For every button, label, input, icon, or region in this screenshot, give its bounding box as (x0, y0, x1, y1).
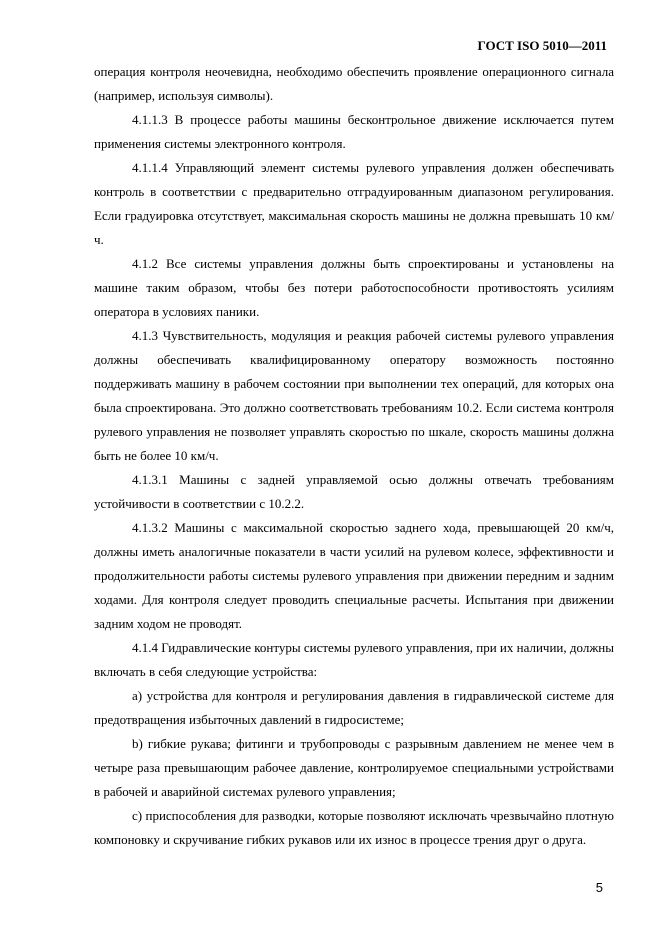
paragraph-4-1-4: 4.1.4 Гидравлические контуры системы рулевого управления, при их наличии, должны включать в себя следующие устройства: (94, 640, 614, 679)
list-item-b: b) гибкие рукава; фитинги и трубопроводы с разрывным давлением не менее чем в четыре раза превышающим рабочее давление, контролируемое специальными устройствами в рабочей и аварийной системах рулевого управления; (94, 736, 614, 799)
paragraph-4-1-1-3: 4.1.1.3 В процессе работы машины бесконтрольное движение исключается путем применения системы электронного контроля. (94, 112, 614, 151)
paragraph-4-1-3-2: 4.1.3.2 Машины с максимальной скоростью заднего хода, превышающей 20 км/ч, должны иметь аналогичные показатели в части усилий на рулевом колесе, эффективности и продолжительности работы системы рулевого управления при движении передним и задним ходами. Для контроля следует проводить специальные расчеты. Испытания при движении задним ходом не проводят. (94, 520, 614, 631)
document-body (94, 60, 614, 852)
page-number: 5 (595, 880, 603, 895)
document-header: ГОСТ ISO 5010—2011 (477, 38, 607, 53)
paragraph-4-1-3: 4.1.3 Чувствительность, модуляция и реакция рабочей системы рулевого управления должны обеспечивать квалифицированному оператору возможность постоянно поддерживать машину в рабочем состоянии при выполнении тех операций, для которых она была спроектирована. Это должно соответствовать требованиям 10.2. Если система контроля рулевого управления не позволяет управлять скоростью по шкале, скорость машины должна быть не более 10 км/ч. (94, 328, 614, 463)
paragraph-4-1-1-4: 4.1.1.4 Управляющий элемент системы рулевого управления должен обеспечивать контроль в соответствии с предварительно отградуированным диапазоном регулирования. Если градуировка отсутствует, максимальная скорость машины не должна превышать 10 км/ч. (94, 160, 614, 247)
paragraph-4-1-3-1: 4.1.3.1 Машины с задней управляемой осью должны отвечать требованиям устойчивости в соответствии с 10.2.2. (94, 472, 614, 511)
paragraph-4-1-2: 4.1.2 Все системы управления должны быть спроектированы и установлены на машине таким образом, чтобы без потери работоспособности противостоять усилиям оператора в условиях паники. (94, 256, 614, 319)
list-item-a: a) устройства для контроля и регулирования давления в гидравлической системе для предотвращения избыточных давлений в гидросистеме; (94, 688, 614, 727)
list-item-c: c) приспособления для разводки, которые позволяют исключать чрезвычайно плотную компоновку и скручивание гибких рукавов или их износ в процессе трения друг о друга. (94, 808, 614, 847)
paragraph-continuation: операция контроля неочевидна, необходимо обеспечить проявление операционного сигнала (например, используя символы). (94, 64, 614, 103)
